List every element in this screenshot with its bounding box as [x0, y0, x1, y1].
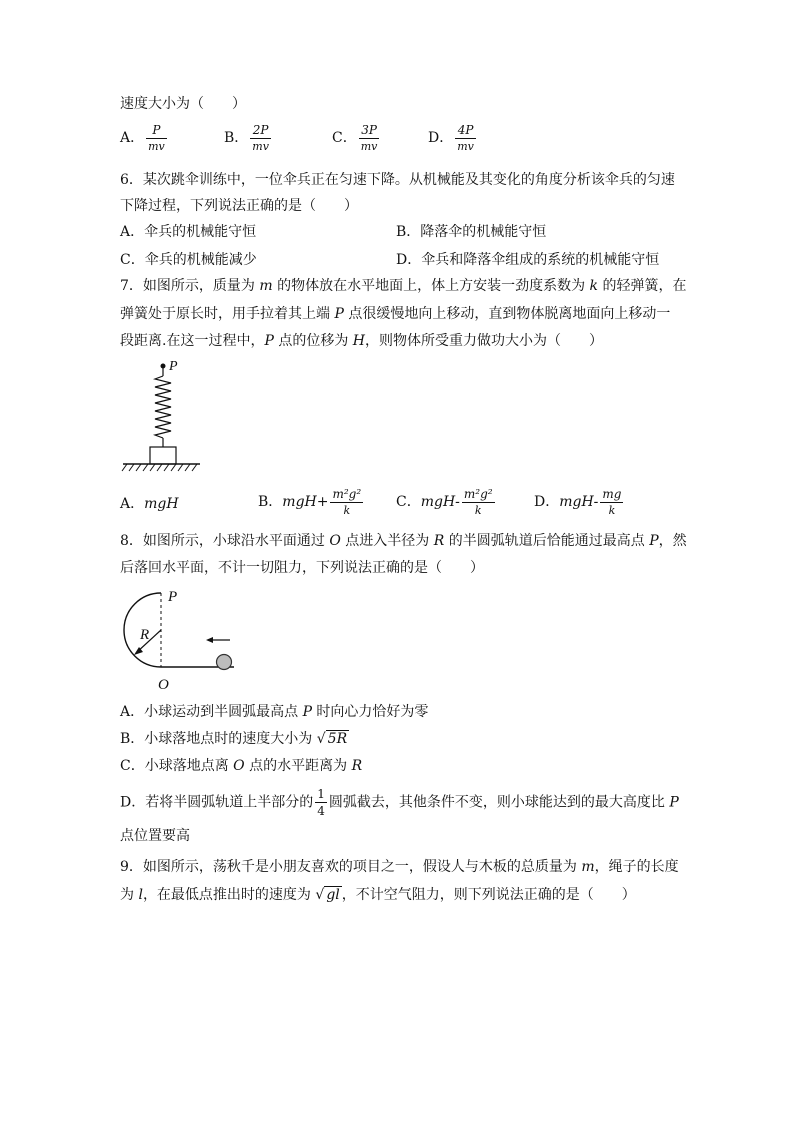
q8-option-d-line2: 点位置要高: [120, 828, 190, 844]
q8-option-a: A．小球运动到半圆弧最高点 P 时向心力恰好为零: [120, 704, 429, 720]
q8-label-o: O: [158, 677, 169, 693]
q5-option-d-fraction: [455, 124, 476, 152]
q5-option-d-label: D．: [428, 130, 454, 146]
q5-option-a: [120, 124, 169, 152]
q7-option-c: C．mgH- $\frac{\text{m²g²}}{k}$: [396, 487, 493, 517]
q5-option-c-den: mv: [360, 140, 378, 153]
q7-stem-line3: 段距离.在这一过程中，P 点的位移为 H，则物体所受重力做功大小为（ ）: [120, 333, 603, 349]
q6-stem-line2: 下降过程，下列说法正确的是（ ）: [120, 198, 358, 214]
q8-option-d-fraction: $\frac{1}{4}$: [317, 787, 325, 818]
q5-option-d-num: 4P: [457, 123, 474, 137]
q5-option-b-label: B．: [224, 130, 249, 146]
q6-option-a: A．伞兵的机械能守恒: [120, 224, 257, 240]
q5-option-a-den: mv: [148, 140, 165, 153]
q8-option-b: B．小球落地点时的速度大小为 √ 5R: [120, 731, 348, 747]
q8-label-p: P: [168, 589, 178, 605]
q5-option-a-fraction: [146, 124, 167, 152]
q8-ball: [217, 655, 232, 670]
q9-sqrt: √ gl: [315, 887, 340, 903]
q7-point-p-label: P: [169, 359, 178, 374]
q5-option-b-fraction: [250, 124, 271, 152]
q7-option-d-fraction: $\frac{mg}{k}$: [602, 487, 622, 517]
q7-option-c-fraction: $\frac{\text{m²g²}}{k}$: [463, 487, 493, 517]
q7-option-b: B．mgH+ $\frac{\text{m²g²}}{k}$: [258, 487, 362, 517]
q5-option-a-label: A．: [120, 130, 145, 146]
q9-stem-line2: 为 l，在最低点推出时的速度为 √ gl ，不计空气阻力，则下列说法正确的是（ ）: [120, 887, 636, 903]
q8-direction-arrowhead: [206, 637, 213, 643]
q6-option-c: C．伞兵的机械能减少: [120, 252, 257, 268]
q7-stem-line2: 弹簧处于原长时，用手拉着其上端 P 点很缓慢地向上移动，直到物体脱离地面向上移动一: [120, 306, 671, 322]
q7-spring: [155, 376, 171, 438]
q8-track-figure: [116, 585, 246, 695]
q8-label-r: R: [140, 627, 150, 643]
q5-option-d: [428, 124, 478, 152]
q8-option-c: C．小球落地点离 O 点的水平距离为 R: [120, 758, 363, 774]
q6-option-b: B．降落伞的机械能守恒: [396, 224, 547, 240]
q8-option-b-sqrt: √ 5R: [316, 731, 348, 747]
q8-stem-line1: 8．如图所示，小球沿水平面通过 O 点进入半径为 R 的半圆弧轨道后恰能通过最高点 P，然: [120, 533, 687, 549]
q5-option-d-den: mv: [457, 140, 474, 153]
q5-stem-tail: 速度大小为（ ）: [120, 96, 246, 112]
q5-option-c-label: C．: [332, 130, 357, 146]
q8-option-d: D．若将半圆弧轨道上半部分的 $\frac{1}{4}$ 圆弧截去，其他条件不变，则小球能达到的最大高度比 P: [120, 787, 679, 818]
q5-option-b-num: 2P: [252, 123, 269, 137]
q7-option-d: D．mgH- $\frac{mg}{k}$: [534, 487, 622, 517]
q5-option-b: [224, 124, 273, 152]
q5-option-c-num: 3P: [361, 123, 377, 137]
q7-stem-line1: 7．如图所示，质量为 m 的物体放在水平地面上，体上方安装一劲度系数为 k 的轻弹簧，在: [120, 278, 687, 294]
q7-spring-figure: [118, 356, 208, 476]
q6-option-d: D．伞兵和降落伞组成的系统的机械能守恒: [396, 252, 660, 268]
q9-stem-line1: 9．如图所示，荡秋千是小朋友喜欢的项目之一，假设人与木板的总质量为 m，绳子的长度: [120, 859, 679, 875]
q5-option-a-num: P: [152, 123, 161, 137]
q5-option-c-fraction: [359, 124, 380, 152]
q8-stem-line2: 后落回水平面，不计一切阻力，下列说法正确的是（ ）: [120, 560, 484, 576]
q7-option-b-fraction: $\frac{\text{m²g²}}{k}$: [332, 487, 362, 517]
q5-option-b-den: mv: [252, 140, 269, 153]
q6-stem-line1: 6．某次跳伞训练中，一位伞兵正在匀速下降。从机械能及其变化的角度分析该伞兵的匀速: [120, 172, 675, 188]
q7-box: [150, 447, 176, 464]
q7-option-a: A．mgH: [120, 496, 179, 512]
q5-option-c: [332, 124, 381, 152]
